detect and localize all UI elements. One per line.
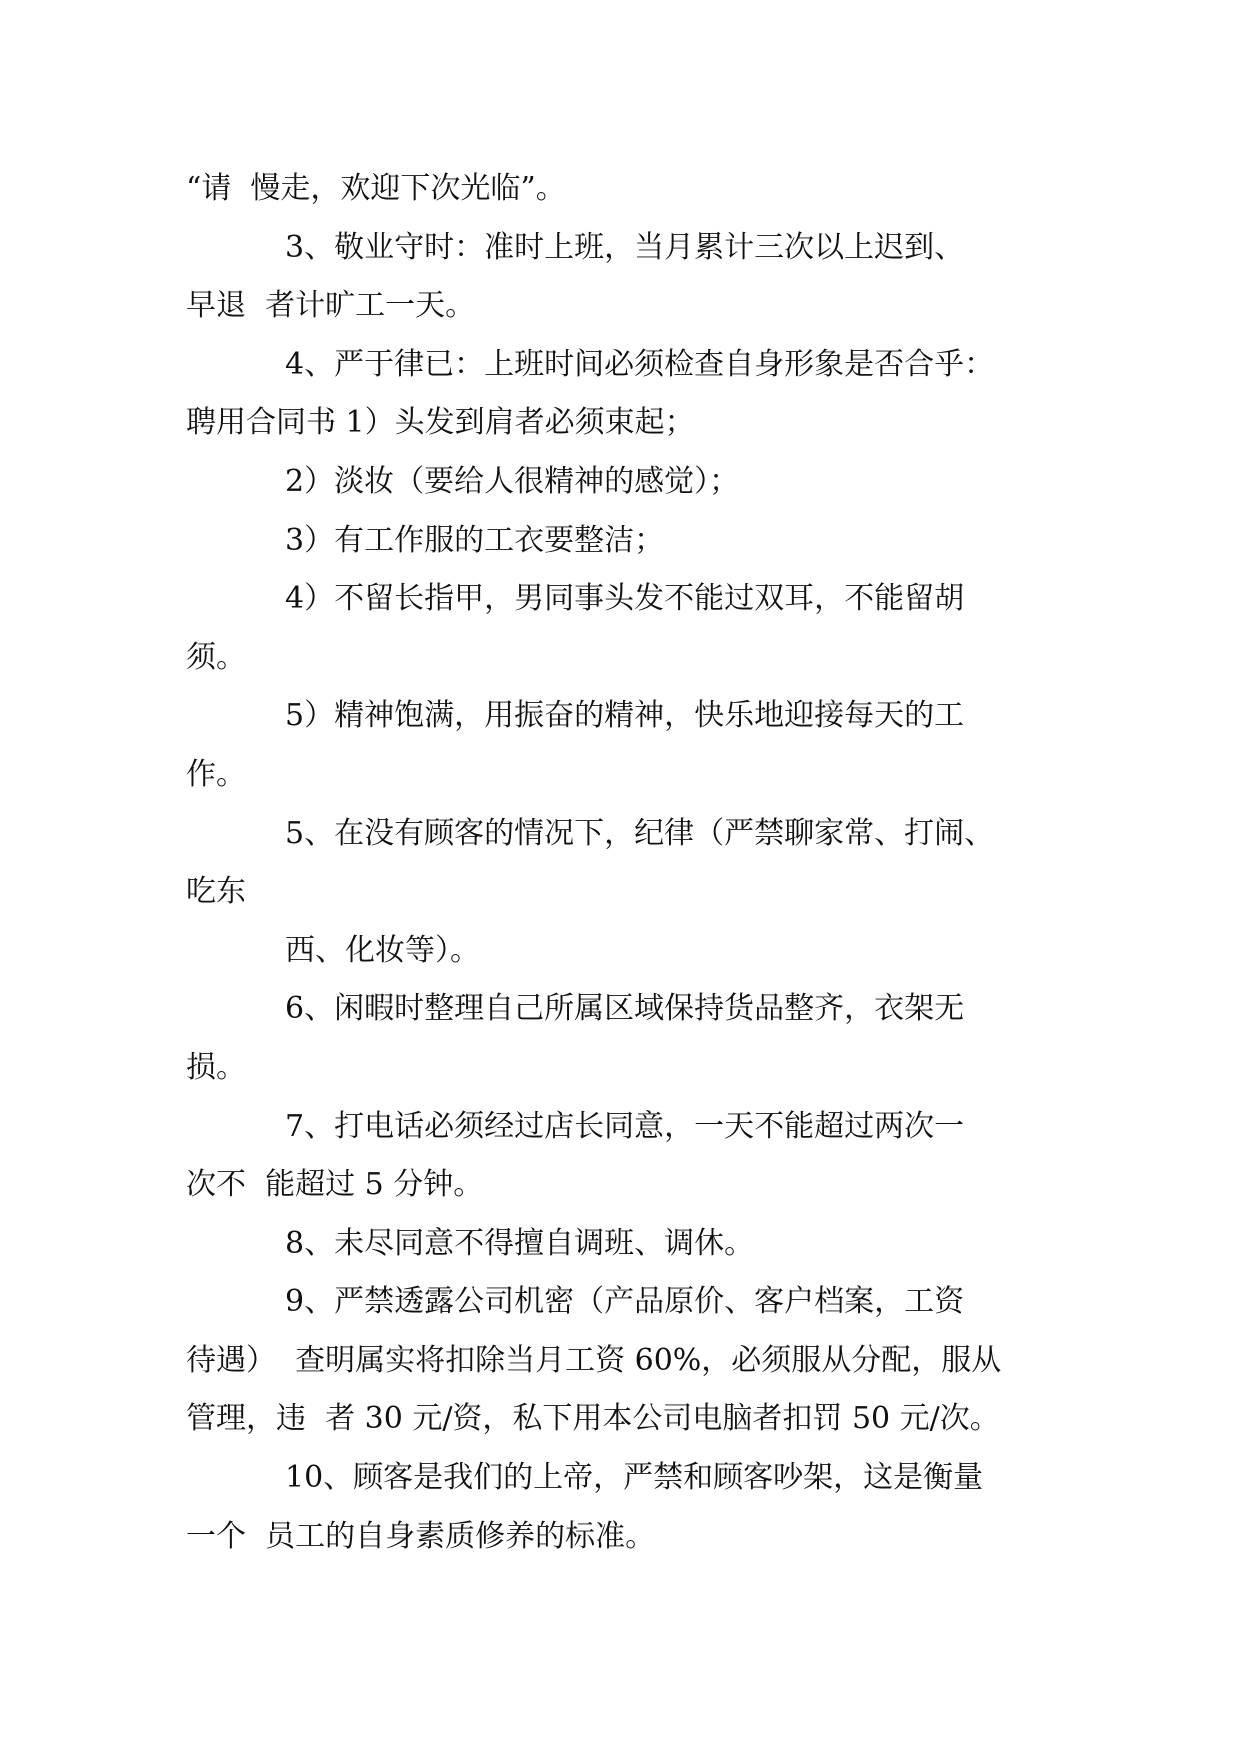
- text-line: “请 慢走，欢迎下次光临”。: [186, 171, 566, 206]
- text-line: 2）淡妆（要给人很精神的感觉）；: [285, 463, 740, 499]
- text-line: 3）有工作服的工衣要整洁；: [285, 522, 665, 558]
- text-line: 损。: [186, 1049, 246, 1085]
- text-line: 次不 能超过 5 分钟。: [186, 1167, 484, 1203]
- text-line: 10、顾客是我们的上帝，严禁和顾客吵架，这是衡量: [285, 1460, 984, 1496]
- text-line: 5）精神饱满，用振奋的精神，快乐地迎接每天的工: [285, 698, 965, 734]
- text-line: 待遇） 查明属实将扣除当月工资 60%，必须服从分配，服从: [186, 1342, 1002, 1378]
- text-line: 作。: [186, 756, 246, 792]
- text-line: 4、严于律已：上班时间必须检查自身形象是否合乎：: [285, 346, 995, 382]
- text-line: 早退 者计旷工一天。: [186, 288, 476, 324]
- text-line: 管理，违 者 30 元/资，私下用本公司电脑者扣罚 50 元/次。: [186, 1401, 1000, 1437]
- text-line: 6、闲暇时整理自己所属区域保持货品整齐，衣架无: [285, 991, 965, 1027]
- document-body: [186, 160, 1066, 1566]
- text-line: 聘用合同书 1）头发到肩者必须束起；: [186, 405, 695, 441]
- text-line: 4）不留长指甲，男同事头发不能过双耳，不能留胡: [285, 581, 965, 617]
- text-line: 西、化妆等）。: [285, 932, 480, 968]
- text-line: 一个 员工的自身素质修养的标准。: [186, 1518, 656, 1554]
- text-line: 5、在没有顾客的情况下，纪律（严禁聊家常、打闹、: [285, 815, 995, 851]
- text-line: 8、未尽同意不得擅自调班、调休。: [285, 1225, 755, 1261]
- text-line: 须。: [186, 639, 246, 675]
- text-line: 吃东: [186, 874, 246, 910]
- text-line: 9、严禁透露公司机密（产品原价、客户档案，工资: [285, 1284, 965, 1320]
- text-line: 3、敬业守时：准时上班，当月累计三次以上迟到、: [285, 229, 965, 265]
- text-line: 7、打电话必须经过店长同意，一天不能超过两次一: [285, 1108, 965, 1144]
